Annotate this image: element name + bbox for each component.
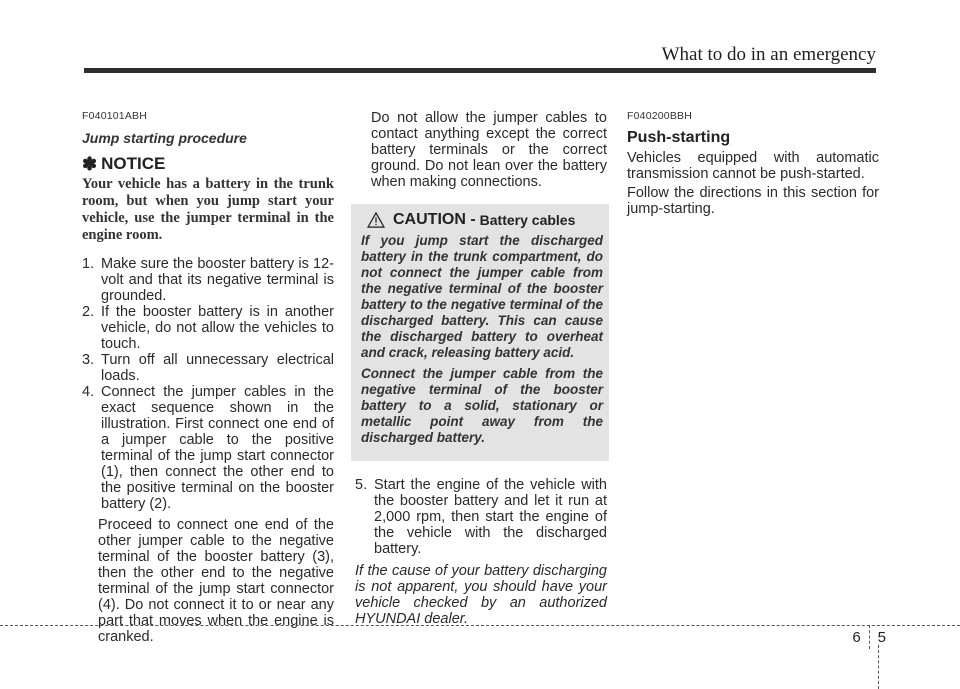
step-number: 2.: [82, 304, 95, 320]
step-text: Start the engine of the vehicle with the booster battery and let it run at 2,000 rpm, then start the engine of the vehicle with the discharged battery.: [374, 477, 607, 557]
step-text: If the booster battery is in another vehicle, do not allow the vehicles to touch.: [101, 304, 334, 352]
section-code: F040101ABH: [82, 110, 148, 122]
notice-heading: [82, 156, 334, 172]
section-subheading: Jump starting procedure: [82, 130, 247, 146]
body-paragraph: Follow the directions in this section for jump-starting.: [627, 185, 879, 217]
section-code: F040200BBH: [627, 110, 693, 122]
column-middle: [355, 110, 607, 627]
step-number: 5.: [355, 477, 368, 493]
column-right: [627, 108, 879, 220]
step-text: Turn off all unnecessary electrical loads.: [101, 352, 334, 384]
notice-title: NOTICE: [101, 154, 166, 173]
step-item: [82, 256, 334, 304]
dealer-note: If the cause of your battery discharging is not apparent, you should have your vehicle checked by an authorized HYUNDAI dealer.: [355, 563, 607, 627]
step-number: 1.: [82, 256, 95, 272]
step-number: 3.: [82, 352, 95, 368]
step-item: [82, 384, 334, 512]
notice-star-icon: ✽: [82, 154, 98, 174]
footer-rule: [0, 625, 960, 626]
warning-paragraph: Do not allow the jumper cables to contact anything except the correct battery terminals or the correct ground. Do not lean over the battery when making connections.: [371, 110, 607, 190]
notice-body: Your vehicle has a battery in the trunk room, but when you jump start your vehicle, use the jumper terminal in the engine room.: [82, 176, 334, 243]
step-text: Make sure the booster battery is 12-volt and that its negative terminal is grounded.: [101, 256, 334, 304]
caution-box: [351, 204, 609, 461]
step-item: [355, 477, 607, 557]
step-item: [82, 304, 334, 352]
column-left: [82, 108, 334, 645]
page-header-title: What to do in an emergency: [661, 44, 876, 65]
step-text: Connect the jumper cables in the exact sequence shown in the illustration. First connect one end of a jumper cable to the positive terminal of the jump start connector (1), then connect the other end to the positive terminal on the booster battery (2).: [101, 384, 334, 512]
step-continuation: Proceed to connect one end of the other jumper cable to the negative terminal of the booster battery (3), then the other end to the negative terminal of the jump start connector (4). Do not connect it to or near any part that moves when the engine is cranked.: [98, 517, 334, 645]
caution-subject: Battery cables: [479, 212, 576, 228]
warning-triangle-icon: [367, 212, 385, 228]
footer-divider: [878, 645, 879, 689]
header-rule: [84, 68, 876, 73]
page-number-value: 5: [877, 629, 886, 646]
caution-label: CAUTION -: [393, 211, 476, 228]
chapter-number: 6: [852, 625, 869, 649]
section-title: Push-starting: [627, 129, 731, 146]
caution-heading: [361, 212, 603, 228]
caution-body: [361, 233, 603, 446]
caution-paragraph: If you jump start the discharged battery in the trunk compartment, do not connect the jumper cable from the negative terminal of the booster battery to the negative terminal of the discharged battery. This can cause the discharged battery to overheat and crack, releasing battery acid.: [361, 233, 603, 360]
page-number: [852, 625, 886, 649]
body-paragraph: Vehicles equipped with automatic transmission cannot be push-started.: [627, 150, 879, 182]
step-item: [82, 352, 334, 384]
caution-paragraph: Connect the jumper cable from the negative terminal of the booster battery to a solid, stationary or metallic point away from the discharged battery.: [361, 366, 603, 445]
step-number: 4.: [82, 384, 95, 400]
